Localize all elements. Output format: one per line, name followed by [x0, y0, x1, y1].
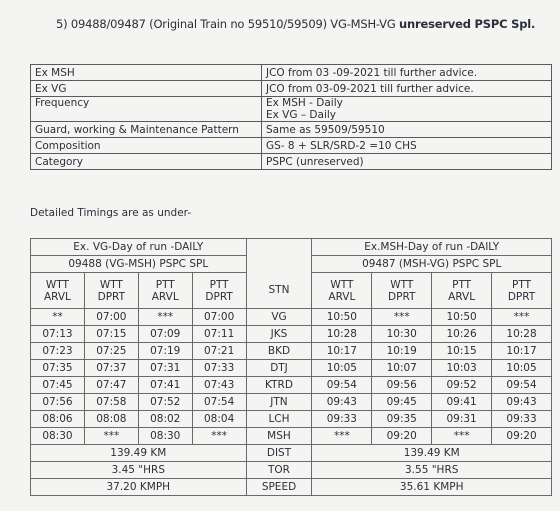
left-time-cell: 07:56	[31, 394, 85, 411]
col-header-line2: ARVL	[43, 290, 71, 303]
summary-row	[31, 462, 552, 479]
right-time-cell: 10:26	[432, 326, 492, 343]
left-time-cell: 07:37	[84, 360, 138, 377]
right-time-cell: 10:03	[432, 360, 492, 377]
left-time-cell: 07:31	[138, 360, 192, 377]
left-time-cell: 08:04	[192, 411, 246, 428]
col-header-line1: PTT	[155, 278, 175, 291]
info-row	[31, 97, 552, 122]
timings-label: Detailed Timings are as under-	[30, 207, 192, 219]
right-time-cell: 10:17	[492, 343, 552, 360]
station-cell: VG	[246, 309, 312, 326]
left-time-cell: 07:23	[31, 343, 85, 360]
left-time-cell: 07:25	[84, 343, 138, 360]
right-time-cell: 10:05	[492, 360, 552, 377]
right-time-cell: ***	[432, 428, 492, 445]
right-time-cell: 09:31	[432, 411, 492, 428]
frequency-msh: Ex MSH - Daily	[266, 97, 343, 109]
left-col-header	[84, 273, 138, 309]
left-col-header	[31, 273, 85, 309]
info-label: Ex VG	[31, 81, 262, 97]
right-col-header	[372, 273, 432, 309]
info-label: Guard, working & Maintenance Pattern	[31, 122, 262, 138]
right-time-cell: 09:20	[372, 428, 432, 445]
info-value: GS- 8 + SLR/SRD-2 =10 CHS	[262, 138, 552, 154]
col-header-line1: PTT	[452, 278, 472, 291]
summary-right-value: 3.55 "HRS	[312, 462, 552, 479]
left-col-header	[138, 273, 192, 309]
left-time-cell: 08:30	[138, 428, 192, 445]
col-header-line2: DPRT	[388, 290, 416, 303]
train-info-table	[30, 64, 552, 170]
left-time-cell: 07:00	[192, 309, 246, 326]
right-time-cell: 10:30	[372, 326, 432, 343]
col-header-line1: WTT	[390, 278, 414, 291]
summary-row	[31, 479, 552, 496]
summary-label: TOR	[246, 462, 312, 479]
stn-header: STN	[246, 273, 312, 309]
heading-bold-text: unreserved PSPC Spl.	[399, 17, 536, 31]
info-row	[31, 154, 552, 170]
right-time-cell: 09:56	[372, 377, 432, 394]
info-value: Same as 59509/59510	[262, 122, 552, 138]
left-train: 09488 (VG-MSH) PSPC SPL	[31, 256, 247, 273]
timetable-row	[31, 309, 552, 326]
left-time-cell: 07:33	[192, 360, 246, 377]
right-time-cell: 10:50	[312, 309, 372, 326]
left-time-cell: 08:30	[31, 428, 85, 445]
right-time-cell: 09:33	[312, 411, 372, 428]
left-time-cell: 07:52	[138, 394, 192, 411]
info-row	[31, 81, 552, 97]
info-value: JCO from 03-09-2021 till further advice.	[262, 81, 552, 97]
station-cell: LCH	[246, 411, 312, 428]
col-header-line2: DPRT	[205, 290, 233, 303]
right-time-cell: 09:54	[492, 377, 552, 394]
right-time-cell: 09:45	[372, 394, 432, 411]
right-time-cell: 10:17	[312, 343, 372, 360]
right-time-cell: 10:07	[372, 360, 432, 377]
right-time-cell: ***	[372, 309, 432, 326]
summary-left-value: 37.20 KMPH	[31, 479, 247, 496]
left-time-cell: 07:54	[192, 394, 246, 411]
left-time-cell: 08:06	[31, 411, 85, 428]
left-time-cell: **	[31, 309, 85, 326]
summary-right-value: 139.49 KM	[312, 445, 552, 462]
left-time-cell: 07:13	[31, 326, 85, 343]
station-cell: KTRD	[246, 377, 312, 394]
timetable-row	[31, 394, 552, 411]
col-header-line1: WTT	[330, 278, 354, 291]
col-header-line1: WTT	[45, 278, 69, 291]
summary-row	[31, 445, 552, 462]
col-header-line1: WTT	[99, 278, 123, 291]
station-cell: BKD	[246, 343, 312, 360]
col-header-line2: DPRT	[97, 290, 126, 303]
summary-label: SPEED	[246, 479, 312, 496]
info-value	[262, 97, 552, 122]
left-time-cell: 07:41	[138, 377, 192, 394]
info-row	[31, 138, 552, 154]
info-label: Composition	[31, 138, 262, 154]
left-time-cell: 07:47	[84, 377, 138, 394]
timetable-row	[31, 428, 552, 445]
left-time-cell: 07:58	[84, 394, 138, 411]
info-label: Category	[31, 154, 262, 170]
right-col-header	[432, 273, 492, 309]
right-col-header	[492, 273, 552, 309]
left-time-cell: ***	[84, 428, 138, 445]
summary-label: DIST	[246, 445, 312, 462]
summary-right-value: 35.61 KMPH	[312, 479, 552, 496]
left-time-cell: 07:09	[138, 326, 192, 343]
left-time-cell: 07:00	[84, 309, 138, 326]
timetable-row	[31, 360, 552, 377]
station-cell: JTN	[246, 394, 312, 411]
station-cell: MSH	[246, 428, 312, 445]
left-time-cell: ***	[138, 309, 192, 326]
left-time-cell: 08:02	[138, 411, 192, 428]
summary-left-value: 3.45 "HRS	[31, 462, 247, 479]
col-header-line1: PTT	[512, 278, 532, 291]
info-label: Ex MSH	[31, 65, 262, 81]
right-col-header	[312, 273, 372, 309]
right-time-cell: 09:43	[492, 394, 552, 411]
right-time-cell: 10:28	[492, 326, 552, 343]
right-time-cell: ***	[312, 428, 372, 445]
heading-text: 5) 09488/09487 (Original Train no 59510/59509) VG-MSH-VG	[56, 17, 400, 31]
timetable-row	[31, 411, 552, 428]
right-time-cell: 09:54	[312, 377, 372, 394]
timetable-row	[31, 377, 552, 394]
left-time-cell: 07:19	[138, 343, 192, 360]
right-train: 09487 (MSH-VG) PSPC SPL	[312, 256, 552, 273]
left-time-cell: 07:21	[192, 343, 246, 360]
timetable	[30, 238, 552, 496]
info-value: JCO from 03 -09-2021 till further advice.	[262, 65, 552, 81]
left-time-cell: 07:35	[31, 360, 85, 377]
right-time-cell: 09:52	[432, 377, 492, 394]
info-row	[31, 122, 552, 138]
summary-left-value: 139.49 KM	[31, 445, 247, 462]
right-time-cell: 10:15	[432, 343, 492, 360]
col-header-line2: ARVL	[151, 290, 179, 303]
right-time-cell: 10:28	[312, 326, 372, 343]
info-label: Frequency	[31, 97, 262, 122]
left-time-cell: 07:15	[84, 326, 138, 343]
left-time-cell: 07:43	[192, 377, 246, 394]
right-time-cell: ***	[492, 309, 552, 326]
left-time-cell: 07:11	[192, 326, 246, 343]
right-time-cell: 09:20	[492, 428, 552, 445]
col-header-line2: DPRT	[507, 290, 536, 303]
col-header-line2: ARVL	[328, 290, 356, 303]
right-time-cell: 09:33	[492, 411, 552, 428]
right-title: Ex.MSH-Day of run -DAILY	[312, 239, 552, 256]
timetable-row	[31, 326, 552, 343]
info-value: PSPC (unreserved)	[262, 154, 552, 170]
station-cell: JKS	[246, 326, 312, 343]
col-header-line2: ARVL	[448, 290, 476, 303]
right-time-cell: 09:43	[312, 394, 372, 411]
station-cell: DTJ	[246, 360, 312, 377]
right-time-cell: 09:35	[372, 411, 432, 428]
left-col-header	[192, 273, 246, 309]
right-time-cell: 10:05	[312, 360, 372, 377]
timetable-header-row	[31, 273, 552, 309]
document-heading	[56, 17, 535, 31]
info-row	[31, 65, 552, 81]
stn-spacer	[246, 239, 312, 273]
col-header-line1: PTT	[209, 278, 229, 291]
left-time-cell: ***	[192, 428, 246, 445]
frequency-vg: Ex VG – Daily	[266, 109, 336, 121]
left-title: Ex. VG-Day of run -DAILY	[31, 239, 247, 256]
right-time-cell: 09:41	[432, 394, 492, 411]
left-time-cell: 08:08	[84, 411, 138, 428]
timetable-title-row	[31, 239, 552, 256]
left-time-cell: 07:45	[31, 377, 85, 394]
right-time-cell: 10:19	[372, 343, 432, 360]
timetable-row	[31, 343, 552, 360]
right-time-cell: 10:50	[432, 309, 492, 326]
